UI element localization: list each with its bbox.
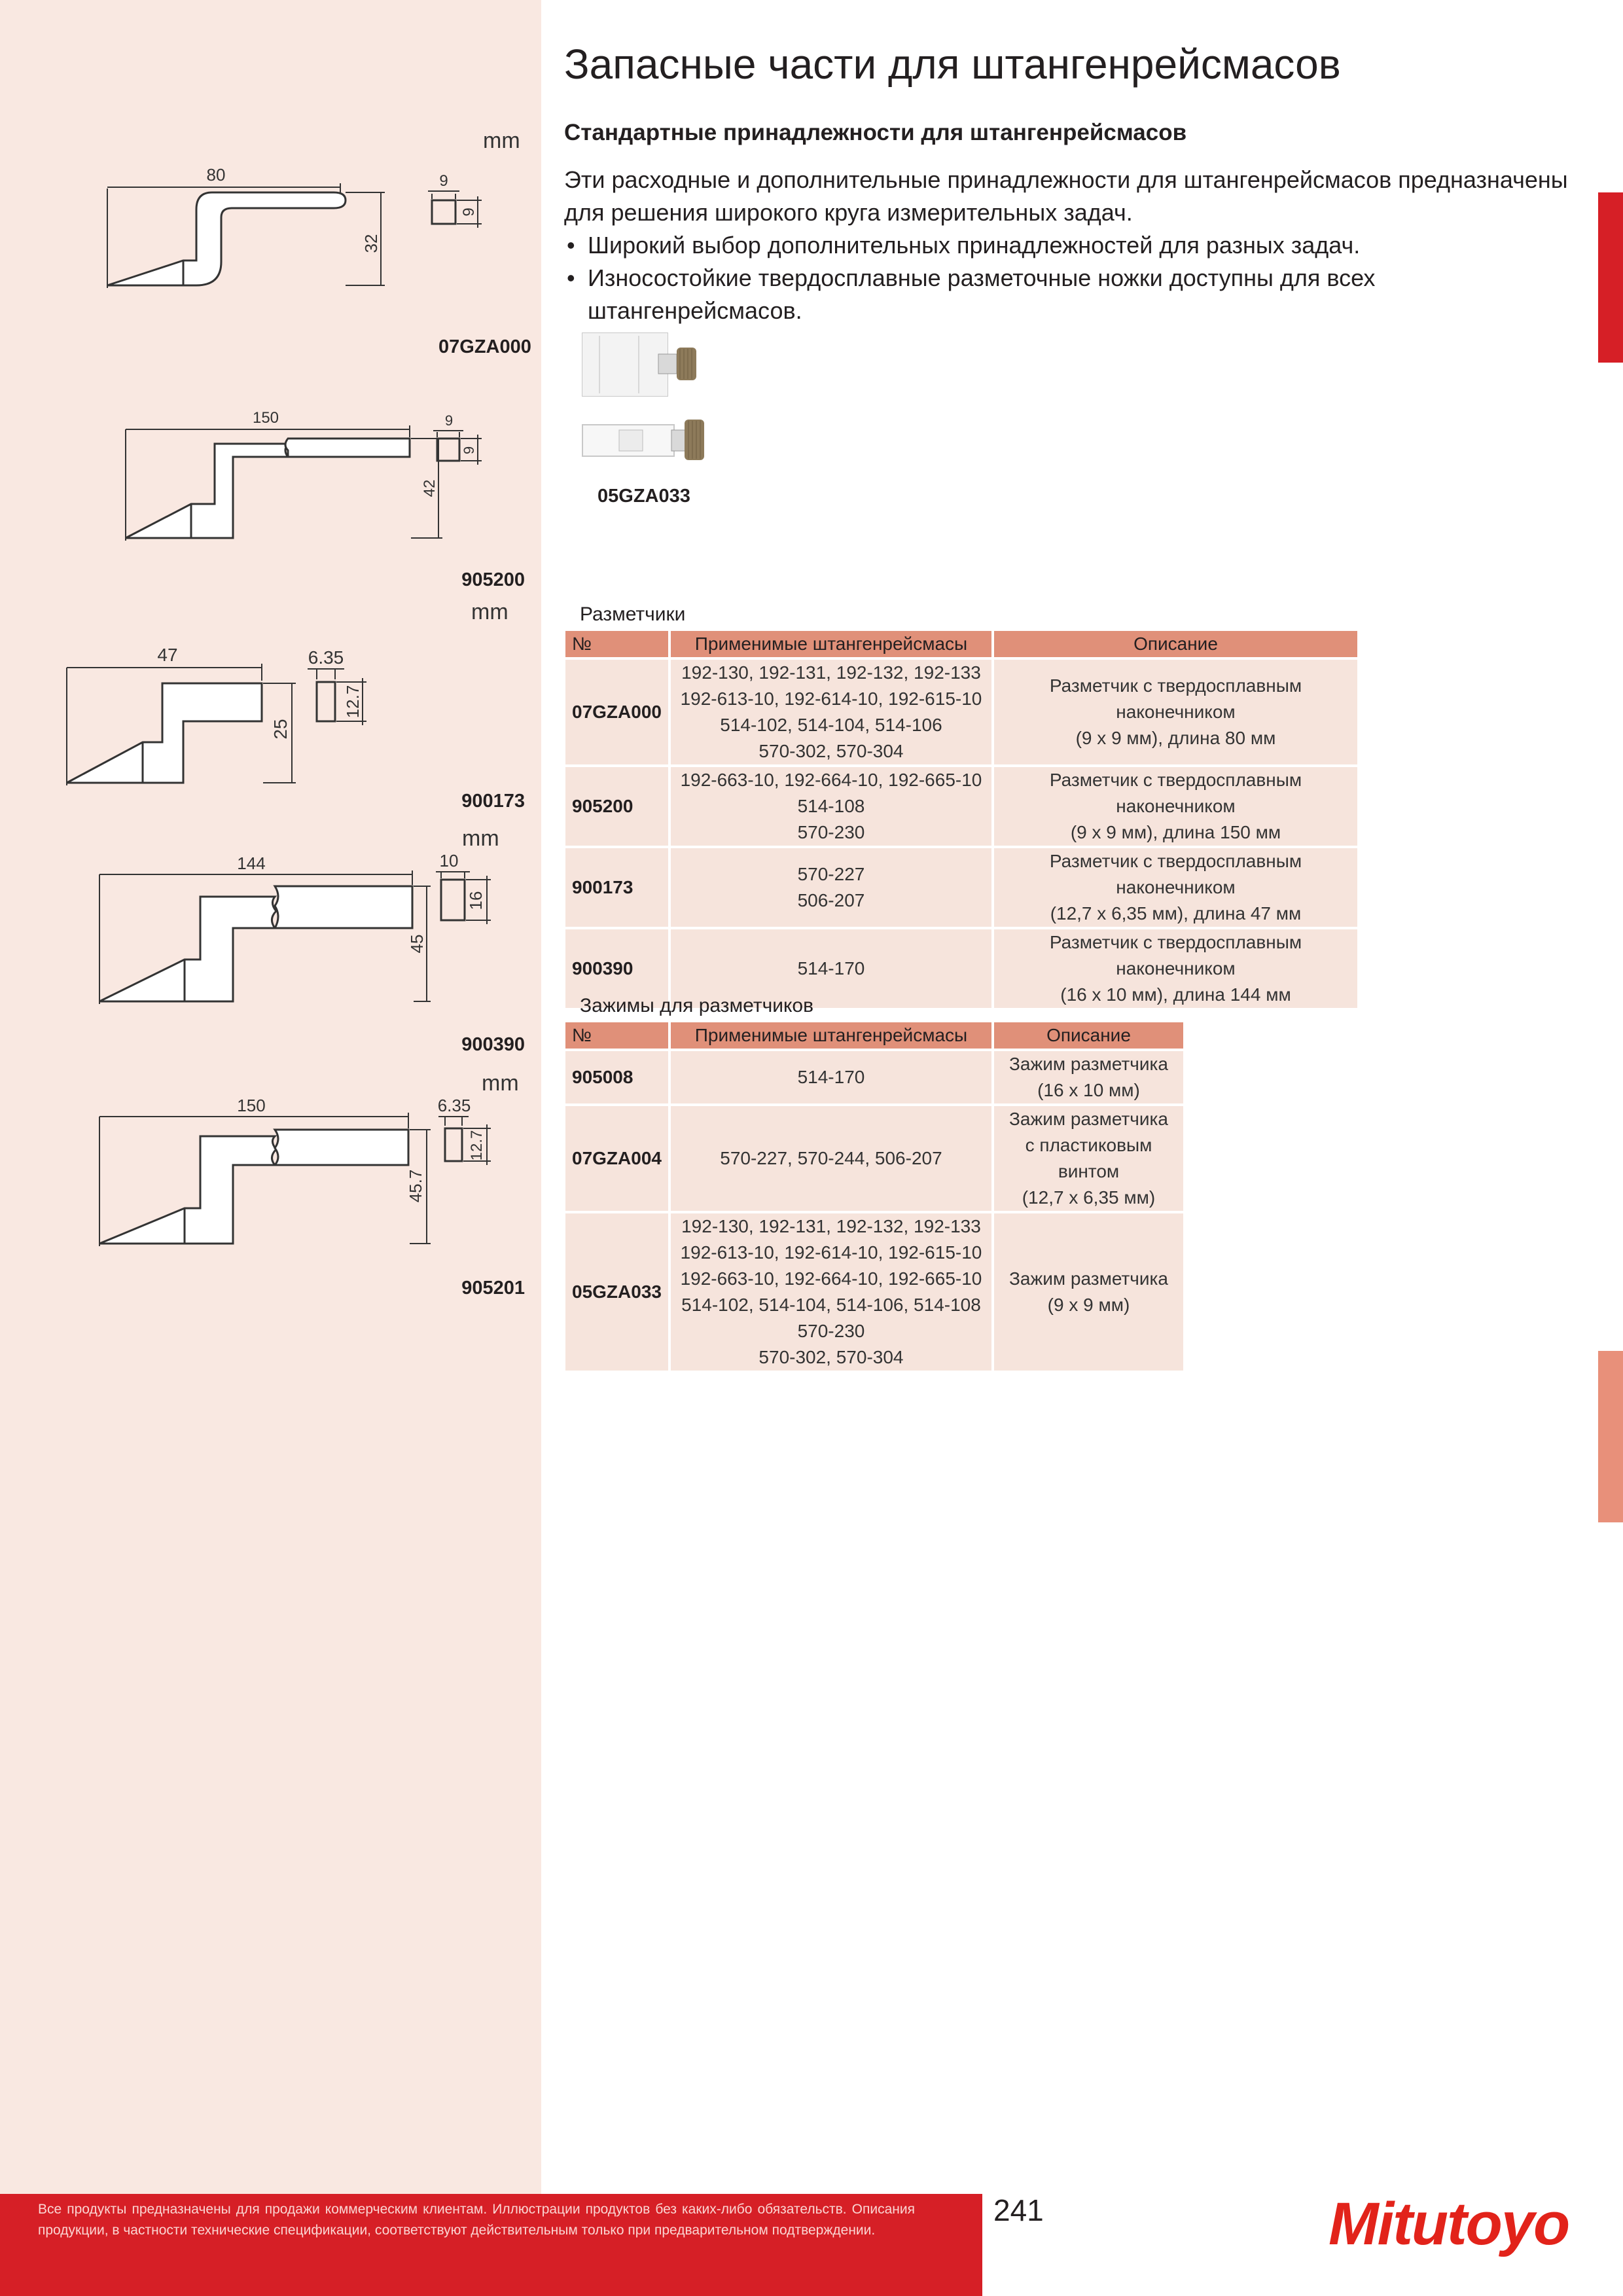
part-number: 05GZA033 — [565, 1213, 668, 1371]
scriber-outline — [99, 1130, 408, 1244]
part-number: 905200 — [565, 767, 668, 846]
applicable-models: 192-663-10, 192-664-10, 192-665-10 514-108 570-230 — [671, 767, 991, 846]
page-title: Запасные части для штангенрейсмасов — [564, 41, 1341, 88]
dim-length: 80 — [206, 165, 226, 185]
dim-height: 42 — [421, 479, 438, 497]
dim-section-width: 6.35 — [308, 647, 344, 668]
dim-length: 150 — [252, 409, 279, 427]
dim-height: 45.7 — [406, 1169, 425, 1203]
dim-length: 144 — [237, 853, 266, 873]
part-description: Разметчик с твердосплавным наконечником (12,7 x 6,35 мм), длина 47 мм — [994, 848, 1357, 927]
unit-label: mm — [462, 826, 499, 851]
part-number: 07GZA000 — [565, 660, 668, 764]
applicable-models: 192-130, 192-131, 192-132, 192-133 192-613-10, 192-614-10, 192-615-10 514-102, 514-104, 514-106 570-302, 570-304 — [671, 660, 991, 764]
dim-section-height: 12.7 — [343, 685, 363, 719]
drawing-code: 905201 — [461, 1278, 525, 1299]
part-number: 07GZA004 — [565, 1106, 668, 1211]
dim-section-width: 9 — [439, 172, 448, 190]
part-number: 900173 — [565, 848, 668, 927]
applicable-models: 514-170 — [671, 929, 991, 1008]
intro-text — [564, 164, 1585, 327]
table-row — [565, 848, 1357, 927]
dim-height: 25 — [270, 719, 291, 740]
clamp-product-image — [580, 331, 711, 478]
applicable-models: 514-170 — [671, 1051, 991, 1103]
section-tab-marker[interactable] — [1598, 192, 1623, 363]
part-description: Зажим разметчика с пластиковым винтом (12,7 x 6,35 мм) — [994, 1106, 1183, 1211]
feature-list — [564, 229, 1585, 327]
dim-section-width: 9 — [444, 412, 454, 429]
column-header-description: Описание — [994, 631, 1357, 657]
part-number: 900390 — [565, 929, 668, 1008]
table-row — [565, 660, 1357, 764]
drawing-code: 07GZA000 — [438, 336, 531, 357]
page-number: 241 — [993, 2193, 1044, 2227]
dim-height: 45 — [407, 934, 427, 954]
drawing-code: 900390 — [461, 1034, 525, 1055]
table-row — [565, 1106, 1183, 1211]
table-row — [565, 767, 1357, 846]
column-header-description: Описание — [994, 1022, 1183, 1049]
table-header-row — [565, 631, 1357, 657]
scriber-drawing-900390 — [85, 851, 504, 1014]
part-description: Разметчик с твердосплавным наконечником (9 x 9 мм), длина 80 мм — [994, 660, 1357, 764]
part-description: Зажим разметчика (9 x 9 мм) — [994, 1213, 1183, 1371]
column-header-models: Применимые штангенрейсмасы — [671, 631, 991, 657]
mitutoyo-logo: Mitutoyo — [1329, 2191, 1569, 2257]
scribers-table — [563, 628, 1360, 1011]
dim-length: 47 — [157, 645, 178, 665]
dim-section-height: 9 — [460, 207, 478, 217]
intro-paragraph: Эти расходные и дополнительные принадлежности для штангенрейсмасов предназначены для решения широкого круга измерительных задач. — [564, 166, 1568, 226]
column-header-no: № — [565, 1022, 668, 1049]
scriber-outline — [107, 192, 346, 285]
unit-label: mm — [483, 128, 520, 153]
dim-section-width: 6.35 — [437, 1096, 471, 1115]
table-row — [565, 1213, 1183, 1371]
clamps-heading: Зажимы для разметчиков — [580, 995, 814, 1016]
feature-item: • Широкий выбор дополнительных принадлежностей для разных задач. — [564, 229, 1585, 262]
unit-label: mm — [471, 600, 508, 624]
clamp-photo-code: 05GZA033 — [597, 486, 690, 507]
scriber-drawing-905200 — [111, 407, 517, 551]
scriber-outline — [126, 439, 410, 538]
scriber-outline — [99, 886, 412, 1001]
table-header-row — [565, 1022, 1183, 1049]
scriber-drawing-905201 — [85, 1092, 504, 1255]
dim-section-height: 9 — [461, 446, 477, 455]
drawing-code: 900173 — [461, 791, 525, 812]
column-header-models: Применимые штангенрейсмасы — [671, 1022, 991, 1049]
clamp-side-view — [582, 420, 704, 460]
scriber-drawing-900173 — [52, 641, 393, 792]
unit-label: mm — [482, 1071, 519, 1096]
dim-section-width: 10 — [439, 851, 459, 870]
feature-item: • Износостойкие твердосплавные разметочные ножки доступны для всех штангенрейсмасов. — [564, 262, 1585, 327]
footer-disclaimer: Все продукты предназначены для продажи коммерческим клиентам. Иллюстрации продуктов без каких-либо обязательств. Описания продукции, в частности технические спецификации, соответствуют действительным только при предварительном подтверждении. — [38, 2202, 915, 2238]
scribers-heading: Разметчики — [580, 603, 686, 625]
table-row — [565, 1051, 1183, 1103]
applicable-models: 570-227 506-207 — [671, 848, 991, 927]
dim-length: 150 — [237, 1096, 266, 1115]
part-number: 905008 — [565, 1051, 668, 1103]
part-description: Разметчик с твердосплавным наконечником (9 x 9 мм), длина 150 мм — [994, 767, 1357, 846]
scriber-drawing-07gza000 — [98, 164, 517, 301]
section-tab-marker-secondary[interactable] — [1598, 1351, 1623, 1522]
clamp-top-view — [582, 333, 696, 396]
applicable-models: 570-227, 570-244, 506-207 — [671, 1106, 991, 1211]
dim-section-height: 12.7 — [468, 1130, 486, 1161]
section-subtitle: Стандартные принадлежности для штангенрейсмасов — [564, 120, 1187, 145]
part-description: Зажим разметчика (16 x 10 мм) — [994, 1051, 1183, 1103]
column-header-no: № — [565, 631, 668, 657]
scriber-outline — [67, 683, 262, 783]
dim-section-height: 16 — [466, 891, 486, 910]
dim-height: 32 — [361, 234, 381, 253]
clamps-table — [563, 1020, 1186, 1373]
drawing-code: 905200 — [461, 569, 525, 590]
applicable-models: 192-130, 192-131, 192-132, 192-133 192-613-10, 192-614-10, 192-615-10 192-663-10, 192-664-10, 192-665-10 514-102, 514-104, 514-106, 514-108 570-230 570-302, 570-304 — [671, 1213, 991, 1371]
part-description: Разметчик с твердосплавным наконечником (16 x 10 мм), длина 144 мм — [994, 929, 1357, 1008]
